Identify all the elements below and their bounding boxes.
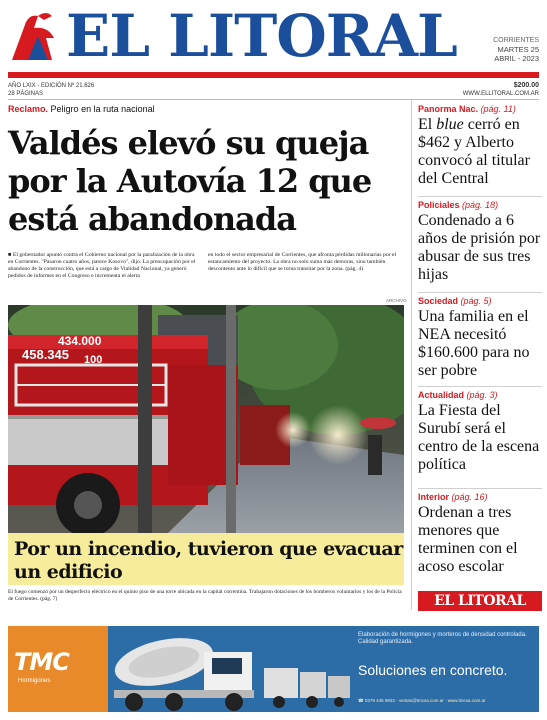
sidebar-divider	[418, 386, 542, 387]
edition-info	[8, 82, 94, 98]
ad-contact: ☎ 0379 445 9933 · ventas@tmcsa.com.ar · www.tmcsa.com.ar	[358, 698, 486, 703]
masthead-divider	[8, 99, 539, 100]
photo-story-body: El fuego comenzó por un desperfecto eléctrico en el quinto piso de una torre ubicada en la capital correntina. Trabajaron dotaciones de los bomberos voluntarios y los de la Policía de Corrientes. (pág. 7)	[8, 589, 402, 602]
sidebar-divider	[418, 292, 542, 293]
tmc-advertisement[interactable]	[8, 626, 539, 712]
sidebar-headline: Ordenan a tres menores que terminen con el acoso escolar	[418, 504, 518, 575]
sidebar-headline: Una familia en el NEA necesitó $160.600 para no ser pobre	[418, 308, 530, 379]
mixer-truck-illustration	[104, 632, 354, 712]
ad-slogan: Soluciones en concreto.	[358, 662, 508, 678]
sidebar-section-label: Sociedad (pág. 5)	[418, 296, 492, 306]
website[interactable]: WWW.ELLITORAL.COM.AR	[462, 91, 539, 97]
sidebar-section-label: Policiales (pág. 18)	[418, 200, 499, 210]
dateline-month-year: ABRIL - 2023	[494, 54, 539, 63]
footer-logo[interactable]: EL LITORAL	[418, 591, 542, 611]
truck-number-1: 434.000	[58, 334, 102, 348]
kicker-text: Peligro en la ruta nacional	[50, 104, 155, 114]
column-separator	[411, 100, 412, 610]
sidebar-headline: El blue cerró en $462 y Alberto convocó al titular del Central	[418, 116, 530, 187]
truck-number-3: 100	[84, 354, 103, 366]
ad-brand-sub: Hormigones	[18, 678, 51, 684]
kicker-label: Reclamo.	[8, 104, 49, 114]
masthead-title[interactable]: EL LITORAL	[66, 2, 457, 70]
edition-number: AÑO LXIX - EDICIÓN Nº 21.626	[8, 83, 95, 89]
price-info	[463, 82, 539, 98]
photo-story-title[interactable]: Por un incendio, tuvieron que evacuar un edificio	[14, 538, 403, 583]
fire-truck-photo[interactable]	[8, 305, 404, 533]
masthead-red-bar	[8, 72, 539, 78]
sidebar-divider	[418, 196, 542, 197]
main-story-kicker	[8, 104, 155, 114]
sidebar-item[interactable]	[418, 200, 542, 284]
sidebar-item[interactable]	[418, 104, 542, 188]
rooster-logo-icon	[8, 8, 66, 64]
main-headline[interactable]: Valdés elevó su queja por la Autovía 12 que está abandonada	[8, 124, 372, 238]
photo-credit: ARCHIVO	[386, 298, 407, 303]
sidebar-item[interactable]	[418, 390, 542, 474]
sidebar-headline: La Fiesta del Surubí será el centro de la escena política	[418, 402, 540, 473]
sidebar-item[interactable]	[418, 296, 542, 380]
dateline	[493, 36, 539, 63]
dateline-city: CORRIENTES	[493, 37, 539, 44]
price: $200.00	[513, 82, 539, 89]
sidebar-item[interactable]	[418, 492, 542, 576]
page-count: 28 PÁGINAS	[8, 91, 44, 97]
main-lead-col2: en todo el sector empresarial de Corrientes, que afronta pérdidas millonarias por el estancamiento del proyecto. La obra no solo suma más demoras, sino también descontento ante lo difícil que se torna transitar por la zona. (pág. 4)	[208, 252, 397, 272]
sidebar-divider	[418, 488, 542, 489]
sidebar-section-label: Interior (pág. 16)	[418, 492, 488, 502]
truck-number-2: 458.345	[22, 347, 69, 362]
main-lead-col1: ■ El gobernador apuntó contra el Gobierno nacional por la paralización de la obra en Corrientes. "Pasaron cuatro años, parece Kosovo", dijo. La preocupación por el abandono de la construcción, que está a cargo de Vialidad Nacional, ya generó pedidos de informes en el Congreso e incrementa el alerta	[8, 252, 196, 279]
sidebar-headline: Condenado a 6 años de prisión por abusar de sus tres hijas	[418, 212, 541, 283]
dateline-day: MARTES 25	[497, 45, 539, 54]
ad-brand-name: TMC	[14, 648, 69, 676]
sidebar-section-label: Panorma Nac. (pág. 11)	[418, 104, 516, 114]
sidebar-section-label: Actualidad (pág. 3)	[418, 390, 498, 400]
ad-copy: Elaboración de hormigones y morteros de densidad controlada. Calidad garantizada.	[358, 632, 527, 645]
